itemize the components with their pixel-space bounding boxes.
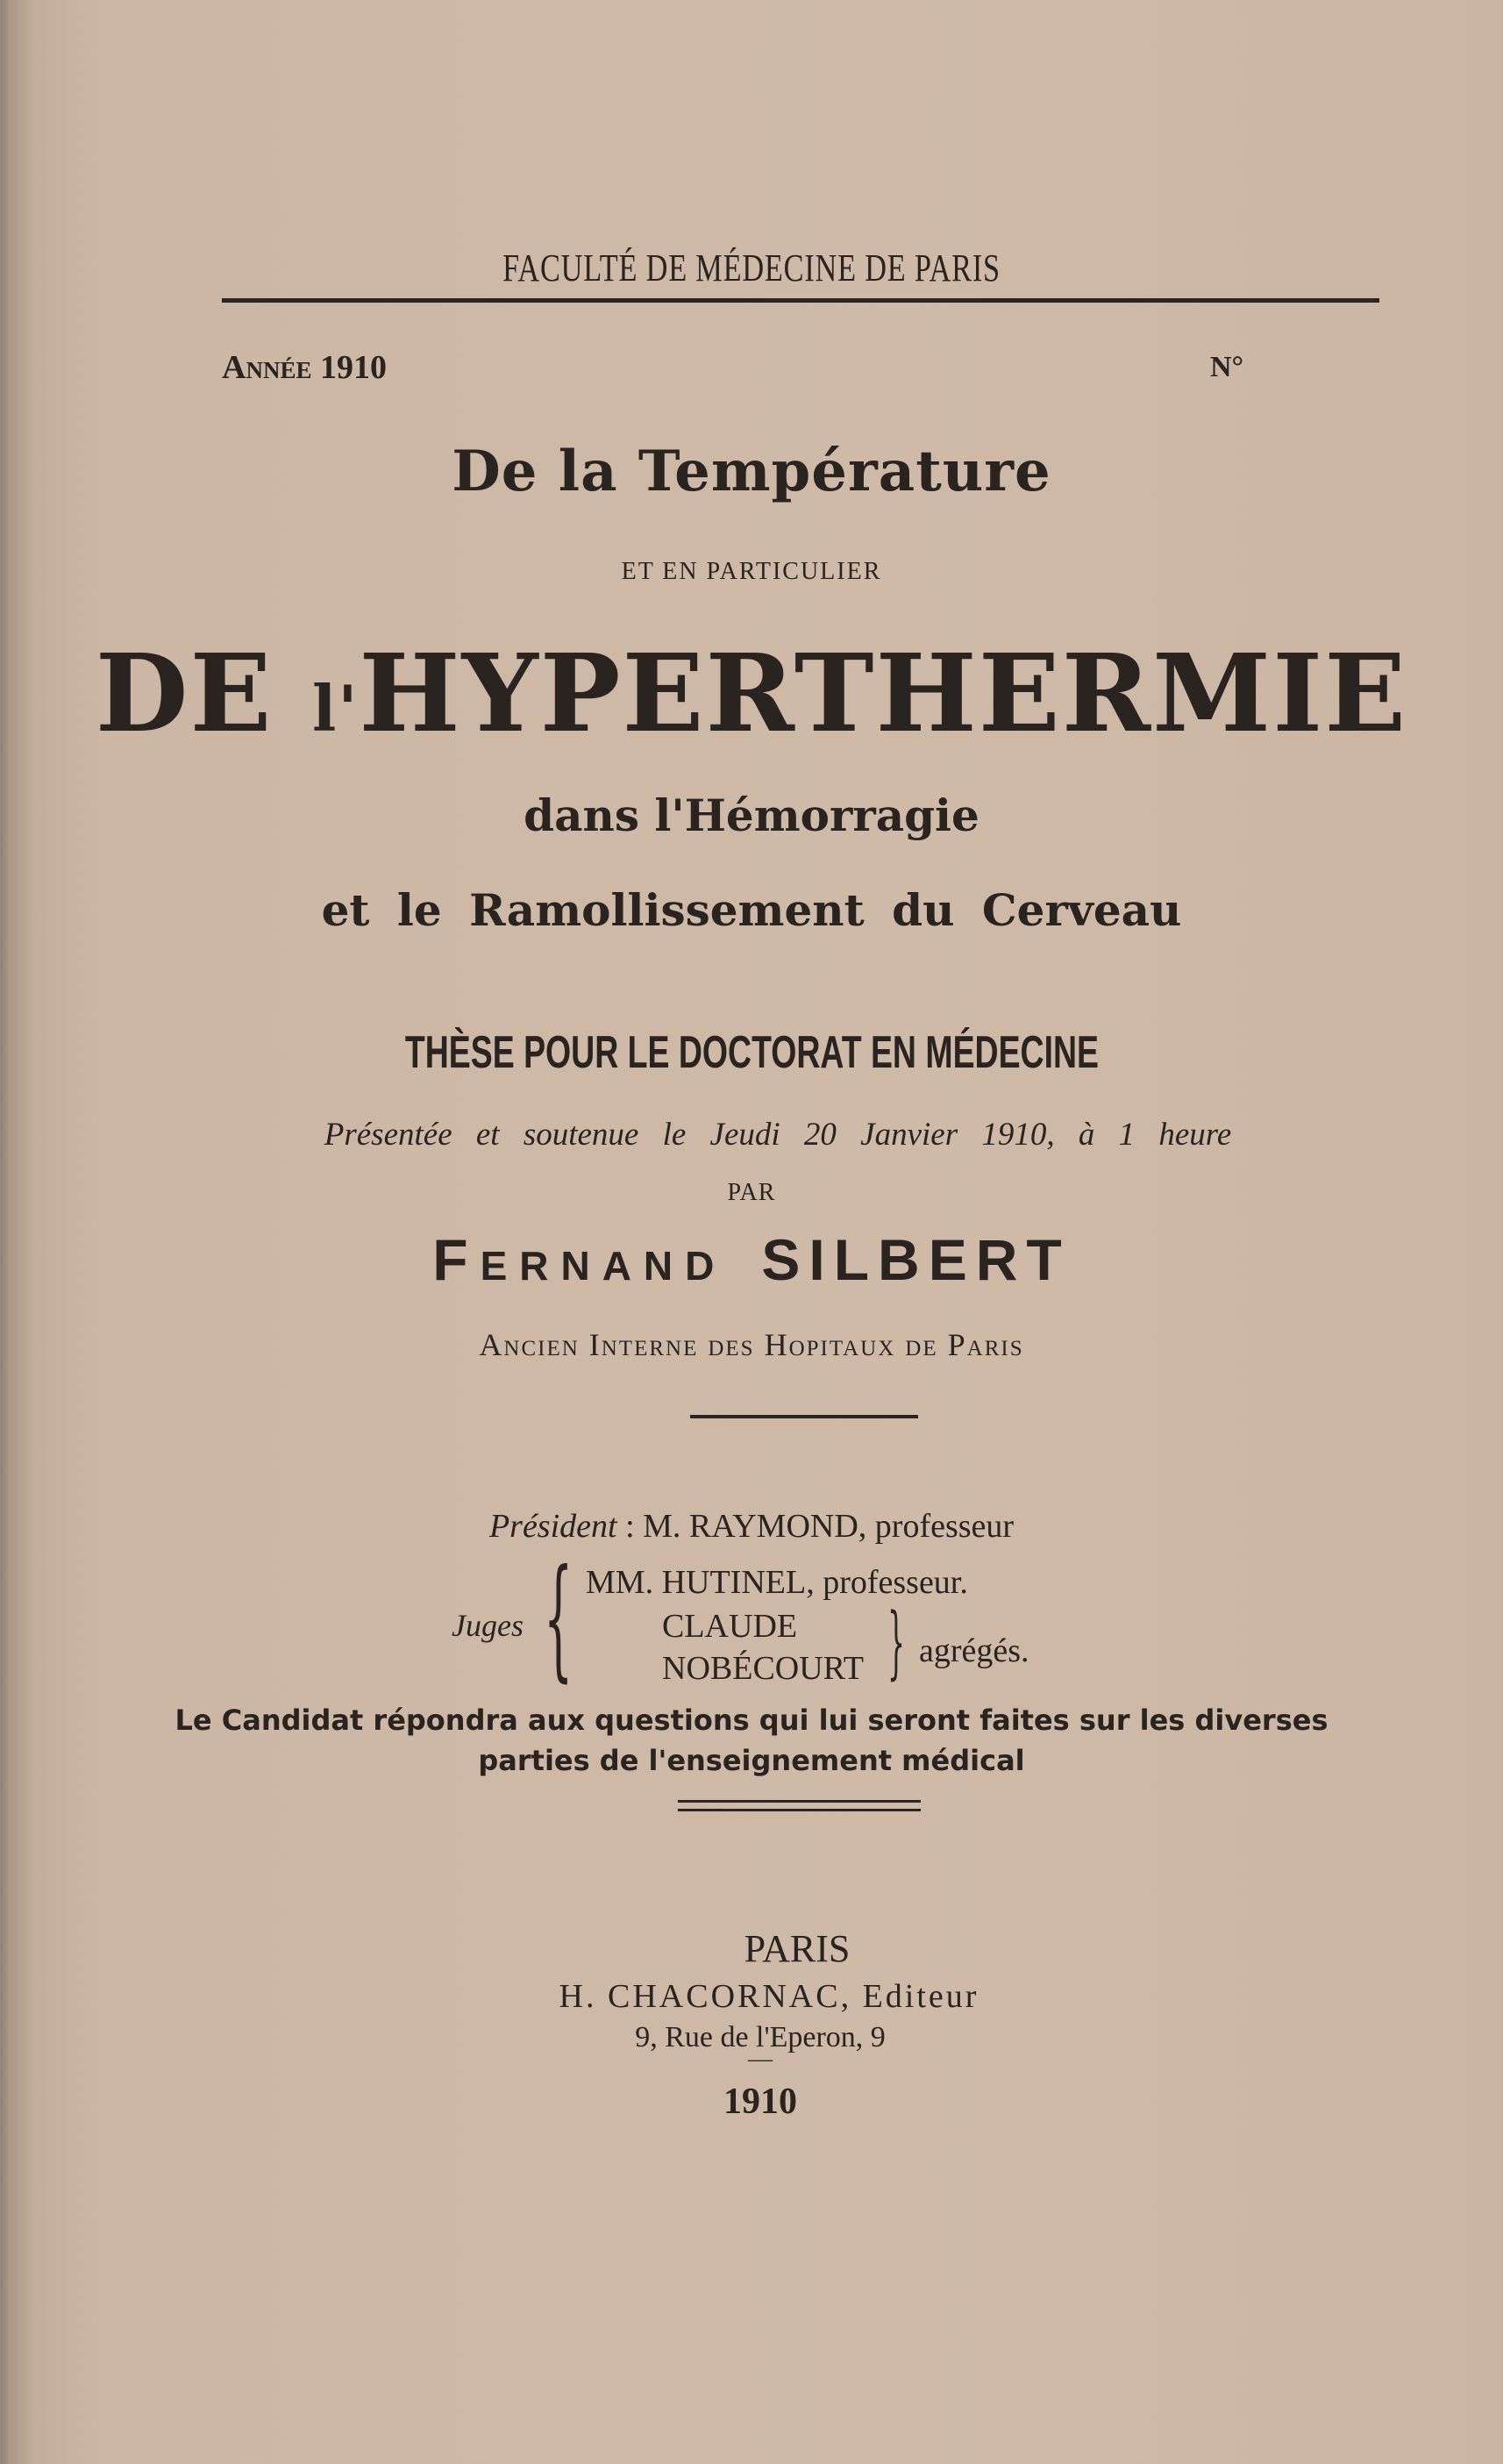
main-title-article: l' <box>311 671 360 746</box>
main-title-prefix: DE <box>95 630 312 756</box>
double-rule-top <box>678 1800 921 1803</box>
imprint-city: PARIS <box>744 1927 851 1970</box>
title-line-2-text: ET EN PARTICULIER <box>621 558 882 585</box>
imprint-publisher: H. CHACORNAC, Editeur <box>559 1978 979 2015</box>
thesis-kind-text: THÈSE POUR LE DOCTORAT EN MÉDECINE <box>404 1027 1099 1078</box>
author-first-name: Fernand <box>432 1227 727 1292</box>
judges-label: Juges <box>452 1608 524 1643</box>
imprint-address: 9, Rue de l'Eperon, 9 <box>635 2021 886 2053</box>
author-name <box>0 1226 1503 1293</box>
judges-rank: agrégés. <box>919 1632 1029 1669</box>
faculty-heading <box>0 246 1503 290</box>
president-line <box>0 1507 1503 1546</box>
judge-1: MM. HUTINEL, professeur. <box>586 1564 968 1601</box>
thesis-kind <box>0 1026 1503 1079</box>
number-label: N° <box>1210 351 1244 383</box>
main-title-word: HYPERTHERMIE <box>359 630 1408 756</box>
notice-line-2: parties de l'enseignement médical <box>478 1744 1025 1777</box>
title-line-1: De la Température <box>452 439 1051 504</box>
title-line-5: et le Ramollissement du Cerveau <box>321 884 1182 936</box>
by-label: PAR <box>727 1179 776 1206</box>
notice-line-1: Le Candidat répondra aux questions qui lui seront faites sur les diverses <box>175 1703 1328 1737</box>
president-value: M. RAYMOND, professeur <box>643 1508 1015 1545</box>
judge-3: NOBÉCOURT <box>662 1650 864 1687</box>
author-last-name: SILBERT <box>761 1227 1071 1292</box>
header-rule <box>222 298 1379 303</box>
right-brace-icon: } <box>887 1596 906 1689</box>
title-line-2 <box>0 558 1503 586</box>
main-title <box>0 630 1503 756</box>
year-label: Année 1910 <box>222 349 387 386</box>
double-rule-bottom <box>678 1809 921 1811</box>
left-brace-icon: { <box>544 1542 573 1695</box>
faculty-text: FACULTÉ DE MÉDECINE DE PARIS <box>502 246 1001 289</box>
title-line-4: dans l'Hémorragie <box>524 789 979 841</box>
president-sep: : <box>616 1508 644 1545</box>
imprint-dash: — <box>748 2046 773 2073</box>
imprint-year: 1910 <box>723 2082 797 2122</box>
defense-date: Présentée et soutenue le Jeudi 20 Janvier 1910, à 1 heure <box>324 1117 1232 1153</box>
president-label: Président <box>488 1508 617 1545</box>
judge-2: CLAUDE <box>662 1608 798 1645</box>
author-title: Ancien Interne des Hopitaux de Paris <box>479 1327 1024 1362</box>
section-rule <box>690 1415 918 1418</box>
